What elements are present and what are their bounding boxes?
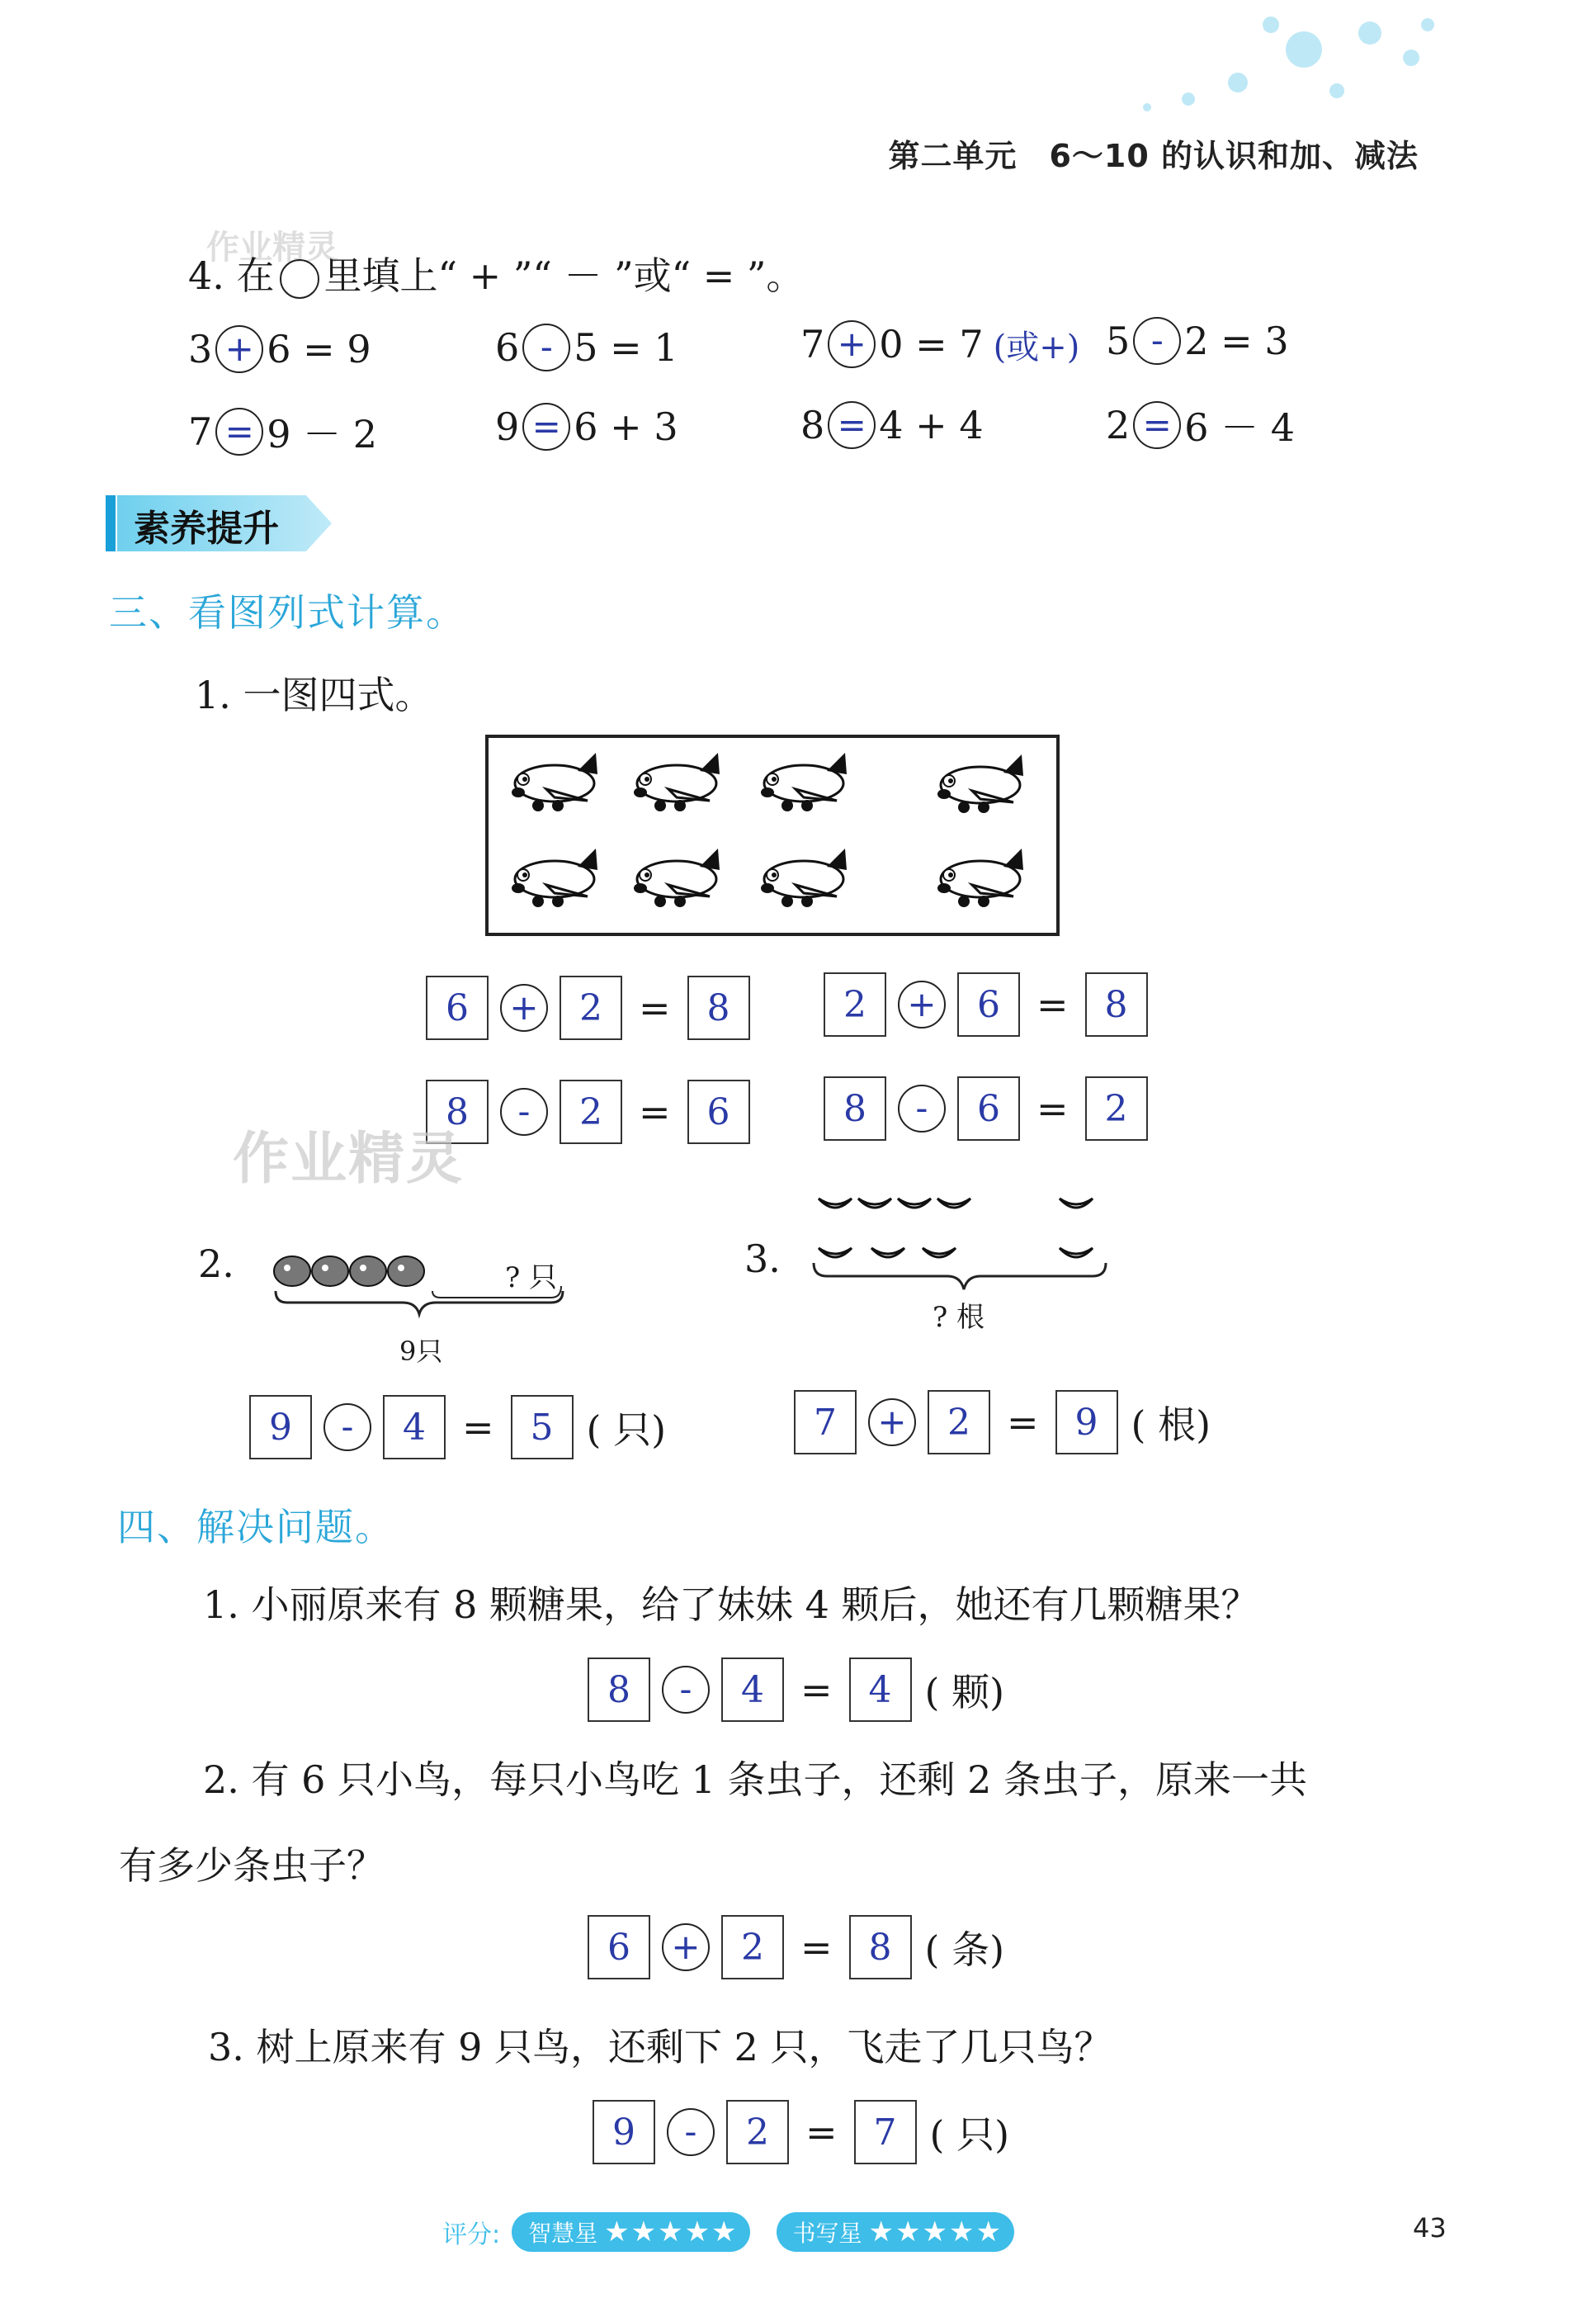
- equals-sign: =: [800, 1925, 833, 1970]
- eq-right: 5 = 1: [574, 325, 678, 370]
- answer-box[interactable]: 2: [560, 976, 622, 1040]
- answer-circle[interactable]: =: [1133, 401, 1181, 449]
- answer-box[interactable]: 9: [249, 1395, 312, 1459]
- p2-number: 2.: [198, 1241, 234, 1286]
- p3-number: 3.: [744, 1237, 781, 1281]
- s4-q2-line1: 2. 有 6 只小鸟，每只小鸟吃 1 条虫子，还剩 2 条虫子，原来一共: [203, 1757, 1308, 1802]
- header-decoration: [1023, 0, 1452, 124]
- airplanes-picture: [485, 735, 1060, 936]
- writing-star-label: 书写星: [792, 2220, 862, 2247]
- banner-label: 素养提升: [134, 508, 279, 550]
- answer-circle[interactable]: +: [868, 1398, 916, 1446]
- p2-question: ? 只: [505, 1261, 558, 1294]
- answer-circle[interactable]: +: [828, 320, 876, 368]
- star-icon: ★★★★★: [868, 2216, 1003, 2249]
- equals-sign: =: [800, 1667, 833, 1712]
- answer-box[interactable]: 8: [849, 1915, 912, 1979]
- writing-star-rating: [777, 2212, 1014, 2252]
- answer-box[interactable]: 9: [593, 2100, 655, 2164]
- unit-header: 第二单元 6～10 的认识和加、减法: [888, 138, 1419, 174]
- score-label: 评分:: [442, 2220, 501, 2249]
- answer-circle[interactable]: -: [1133, 317, 1181, 365]
- answer-box[interactable]: 7: [794, 1390, 857, 1454]
- picture-eq-2: [824, 972, 1148, 1037]
- q4-eq-1-3: [800, 320, 1079, 368]
- answer-box[interactable]: 2: [721, 1915, 784, 1979]
- q4-title-pre: 4. 在: [188, 253, 275, 298]
- answer-circle[interactable]: -: [667, 2108, 715, 2156]
- answer-box[interactable]: 8: [1085, 972, 1148, 1037]
- section-3-title: 三、看图列式计算。: [109, 590, 465, 635]
- answer-box[interactable]: 6: [957, 972, 1020, 1037]
- eq-left: 8: [800, 403, 825, 447]
- answer-box[interactable]: 4: [383, 1395, 446, 1459]
- equals-sign: =: [1036, 982, 1069, 1027]
- star-icon: ★★★★★: [604, 2216, 739, 2249]
- q4-eq-2-1: [188, 404, 377, 459]
- p2-total: 9只: [399, 1336, 443, 1367]
- picture-eq-1: [426, 976, 750, 1040]
- eq-right: 0 = 7: [879, 322, 984, 366]
- alt-answer-note: (或+): [993, 328, 1080, 366]
- wisdom-star-label: 智慧星: [528, 2220, 598, 2247]
- s4-q3: 3. 树上原来有 9 只鸟，还剩下 2 只，飞走了几只鸟？: [208, 2025, 1112, 2069]
- eq-left: 7: [188, 409, 213, 454]
- score-footer: [442, 2212, 1014, 2252]
- eq-right: 6 + 3: [574, 404, 678, 449]
- s4-q1-eq: [588, 1657, 1004, 1722]
- equals-sign: =: [805, 2110, 838, 2154]
- p2-eq: [249, 1395, 666, 1459]
- q4-eq-1-4: [1106, 317, 1289, 365]
- answer-box[interactable]: 2: [1085, 1076, 1148, 1141]
- q4-eq-1-1: [188, 325, 371, 373]
- banana-icon: [819, 1199, 1093, 1257]
- section-banner: [106, 492, 345, 551]
- equals-sign: =: [639, 986, 671, 1030]
- p3-question: ? 根: [933, 1301, 985, 1334]
- page-number: 43: [1413, 2212, 1447, 2244]
- q4-title-post: 里填上“ + ”“ － ”或“ = ”。: [323, 253, 805, 298]
- eq-left: 3: [188, 327, 213, 371]
- airplane-icons: [489, 738, 1056, 933]
- answer-box[interactable]: 8: [426, 1080, 489, 1144]
- watermark-small: 作业精灵: [206, 229, 338, 267]
- answer-box[interactable]: 2: [928, 1390, 990, 1454]
- eq-right: 9 － 2: [267, 412, 378, 456]
- answer-circle[interactable]: =: [522, 403, 570, 451]
- answer-box[interactable]: 7: [854, 2100, 917, 2164]
- answer-circle[interactable]: +: [500, 984, 548, 1032]
- q4-eq-2-4: [1106, 398, 1295, 452]
- answer-box[interactable]: 4: [721, 1657, 784, 1722]
- answer-circle[interactable]: -: [323, 1403, 371, 1451]
- answer-box[interactable]: 5: [511, 1395, 574, 1459]
- answer-box[interactable]: 2: [726, 2100, 789, 2164]
- answer-box[interactable]: 8: [588, 1657, 650, 1722]
- answer-circle[interactable]: +: [898, 981, 946, 1029]
- eq-left: 9: [495, 404, 520, 449]
- s4-q3-eq: [593, 2100, 1009, 2164]
- answer-box[interactable]: 2: [824, 972, 886, 1037]
- answer-box[interactable]: 4: [849, 1657, 912, 1722]
- q4-eq-2-2: [495, 403, 678, 451]
- picture-eq-4: [824, 1076, 1148, 1141]
- s4-q2-line2: 有多少条虫子？: [119, 1843, 385, 1888]
- answer-box[interactable]: 6: [957, 1076, 1020, 1141]
- answer-circle[interactable]: =: [215, 408, 263, 456]
- equals-sign: =: [1036, 1086, 1069, 1131]
- wisdom-star-rating: [512, 2212, 749, 2252]
- watermark: 作业精灵: [233, 1127, 465, 1192]
- unit-label: ( 只): [929, 2112, 1010, 2157]
- answer-circle[interactable]: -: [662, 1666, 710, 1714]
- answer-box[interactable]: 9: [1055, 1390, 1118, 1454]
- eq-right: 2 = 3: [1184, 319, 1289, 363]
- answer-box[interactable]: 8: [824, 1076, 886, 1141]
- section-4-title: 四、解决问题。: [117, 1505, 394, 1549]
- q4-eq-1-2: [495, 324, 678, 371]
- eq-left: 7: [800, 322, 825, 366]
- equals-sign: =: [462, 1405, 494, 1449]
- answer-box[interactable]: 6: [426, 976, 489, 1040]
- eq-right: 6 = 9: [267, 327, 371, 371]
- empty-circle-icon: [280, 259, 319, 299]
- unit-label: ( 颗): [924, 1670, 1005, 1714]
- unit-label: ( 条): [924, 1927, 1005, 1972]
- equals-sign: =: [639, 1090, 671, 1134]
- eq-left: 2: [1106, 403, 1131, 447]
- s4-q1: 1. 小丽原来有 8 颗糖果，给了妹妹 4 颗后，她还有几颗糖果？: [203, 1582, 1259, 1627]
- answer-box[interactable]: 2: [560, 1080, 622, 1144]
- eq-left: 6: [495, 325, 520, 370]
- s4-q2-eq: [588, 1915, 1004, 1979]
- answer-box[interactable]: 6: [588, 1915, 650, 1979]
- eq-right: 6 － 4: [1184, 405, 1296, 450]
- eq-left: 5: [1106, 319, 1131, 363]
- unit-label: ( 根): [1131, 1402, 1211, 1447]
- eq-right: 4 + 4: [879, 403, 984, 447]
- picture-eq-3: [426, 1080, 750, 1144]
- answer-circle[interactable]: +: [662, 1923, 710, 1971]
- q4-title: [188, 246, 804, 300]
- answer-circle[interactable]: =: [828, 401, 876, 449]
- q4-eq-2-3: [800, 401, 984, 449]
- answer-box[interactable]: 6: [687, 1080, 750, 1144]
- sheep-icon: [274, 1256, 424, 1286]
- unit-label: ( 只): [586, 1407, 667, 1452]
- answer-circle[interactable]: -: [500, 1088, 548, 1136]
- equals-sign: =: [1007, 1400, 1039, 1445]
- p3-eq: [794, 1390, 1211, 1454]
- answer-box[interactable]: 8: [687, 976, 750, 1040]
- answer-circle[interactable]: +: [215, 325, 263, 373]
- answer-circle[interactable]: -: [898, 1085, 946, 1133]
- answer-circle[interactable]: -: [522, 324, 570, 371]
- sec3-p1-label: 1. 一图四式。: [195, 673, 433, 717]
